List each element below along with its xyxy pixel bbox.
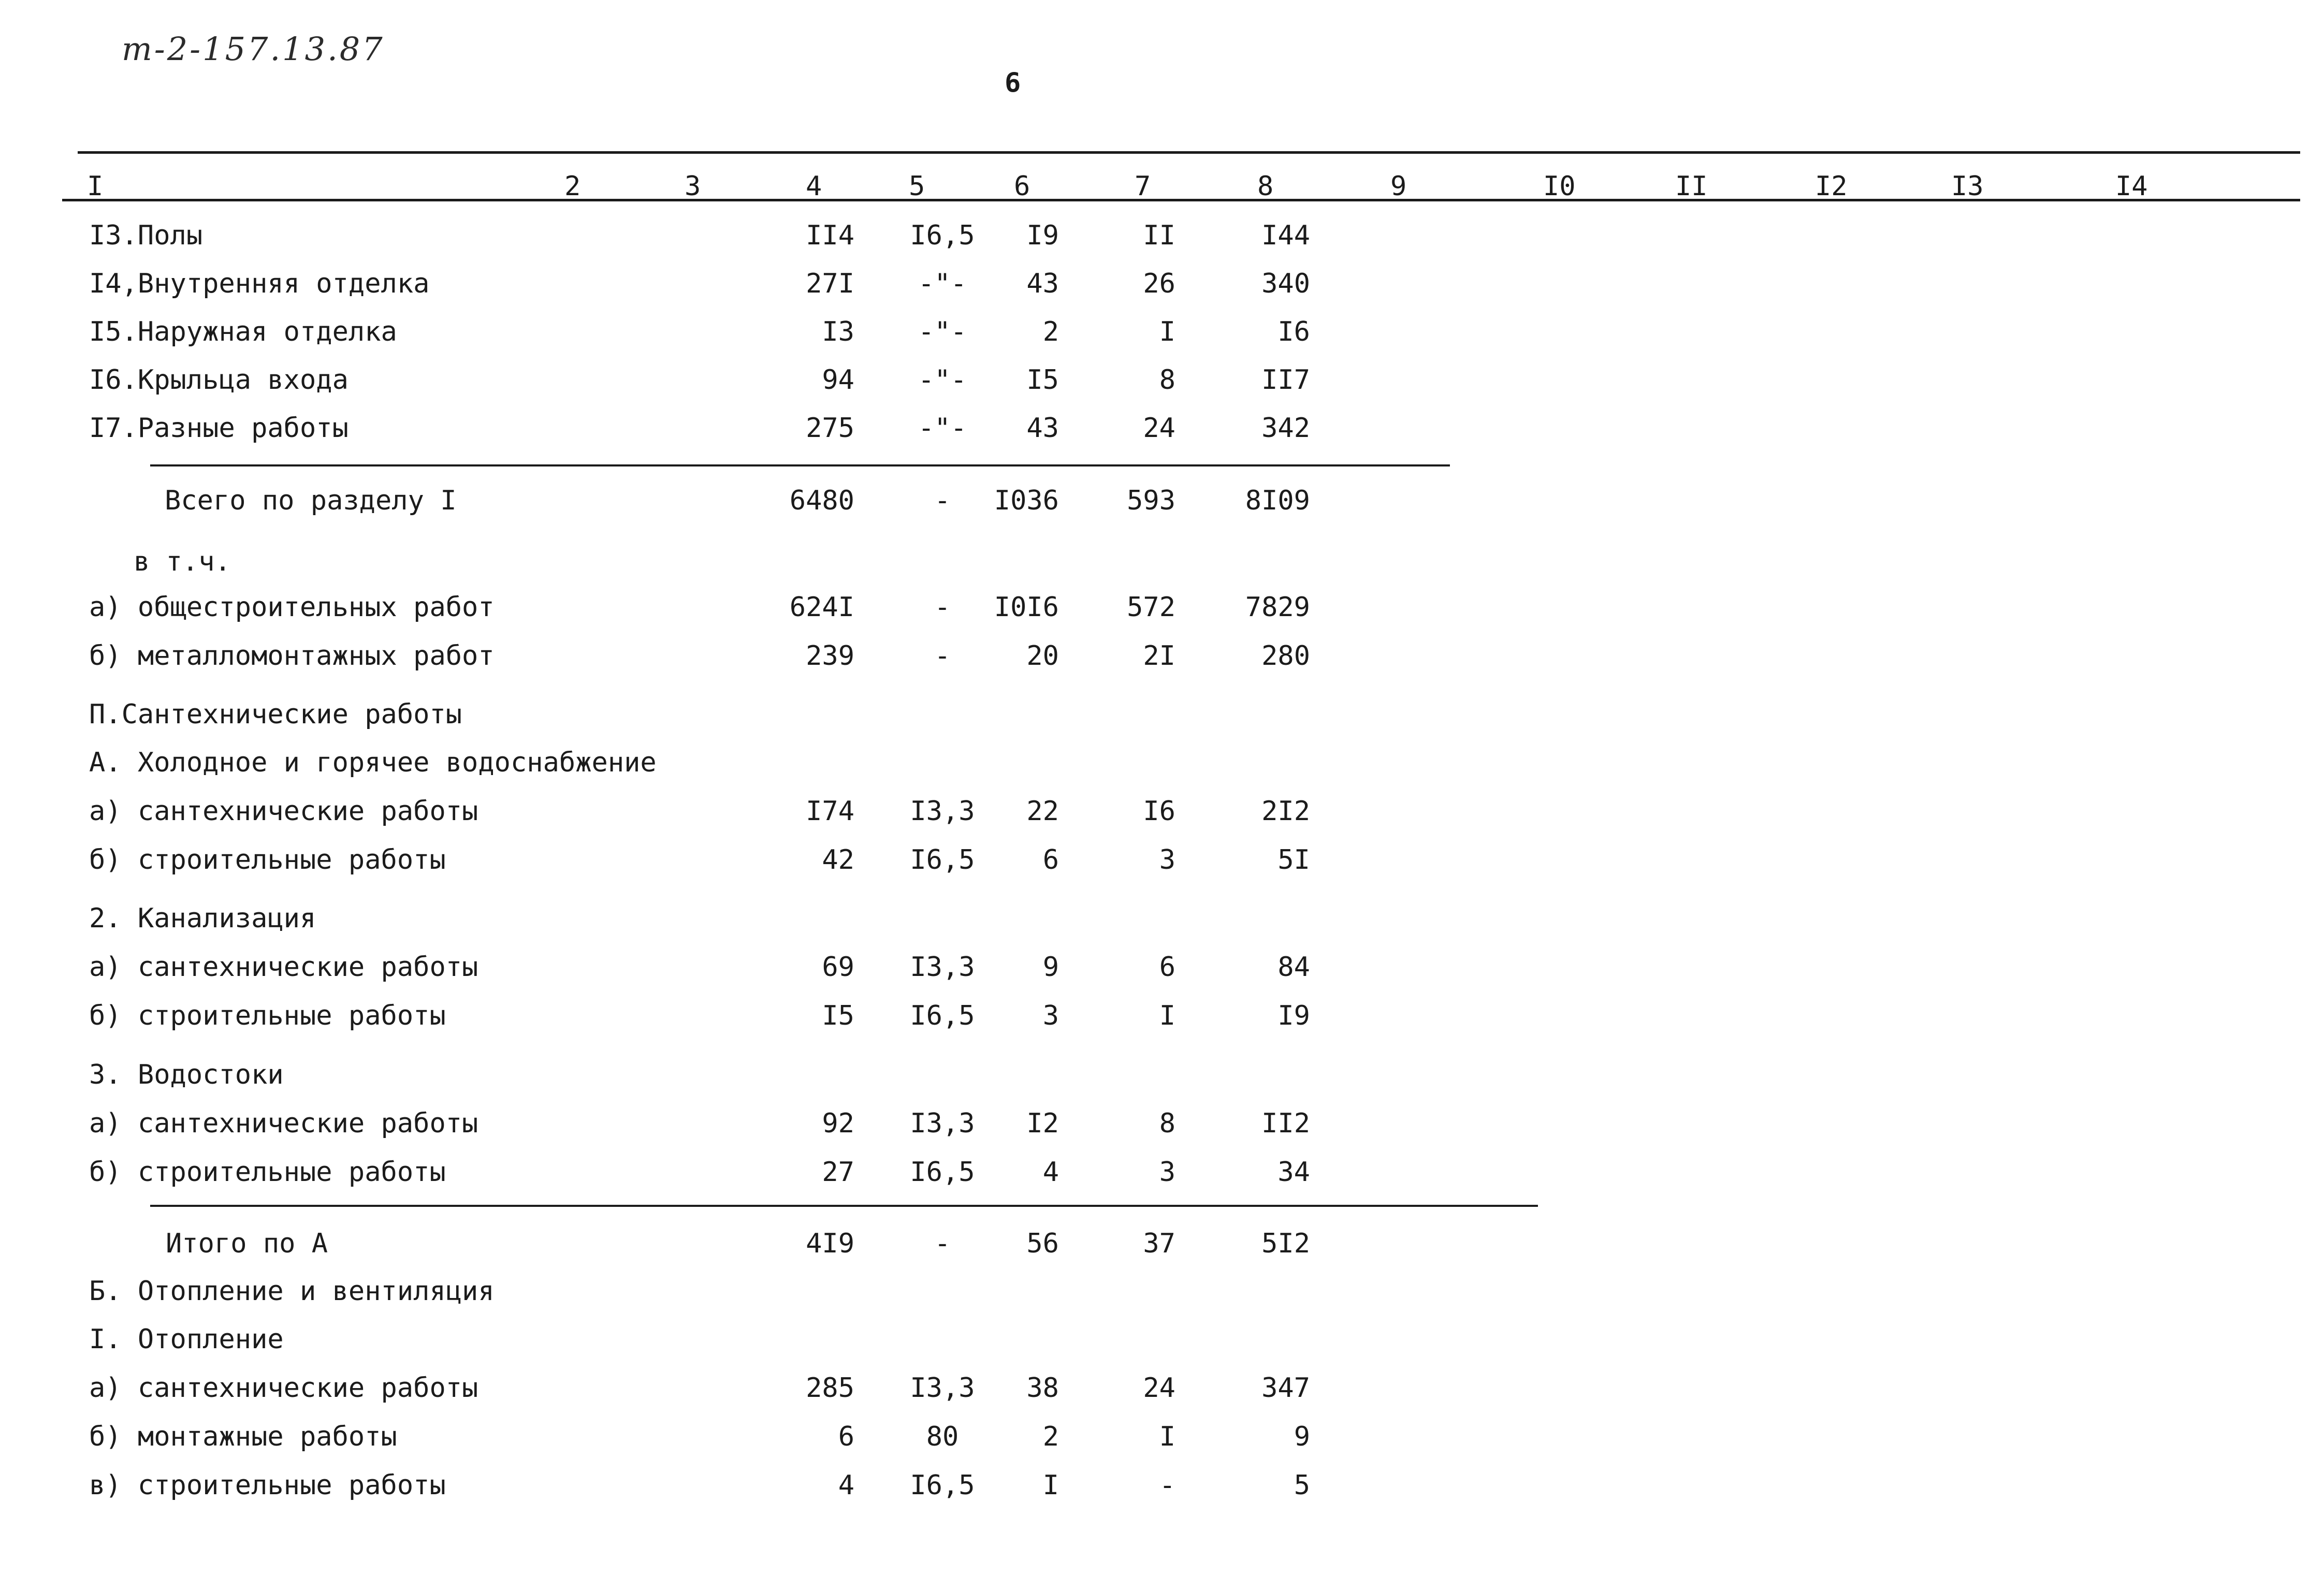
row-value-col-8: 7829 bbox=[1245, 592, 1310, 623]
row-label: а) сантехнические работы bbox=[89, 1373, 478, 1404]
col-header-6: 6 bbox=[1014, 171, 1030, 202]
row-value-col-7: - bbox=[1159, 1470, 1175, 1501]
row-value-col-8: II2 bbox=[1261, 1108, 1310, 1139]
row-value-col-4: 6480 bbox=[789, 485, 854, 516]
row-value-col-8: 342 bbox=[1261, 413, 1310, 444]
row-value-col-6: 9 bbox=[1042, 952, 1059, 983]
row-value-col-6: I2 bbox=[1026, 1108, 1059, 1139]
row-value-col-4: 275 bbox=[806, 413, 854, 444]
row-value-col-5: - bbox=[934, 640, 951, 672]
row-value-col-7: 24 bbox=[1143, 413, 1175, 444]
row-label: I5.Наружная отделка bbox=[89, 316, 397, 347]
col-header-8: 8 bbox=[1257, 171, 1274, 202]
row-value-col-6: I5 bbox=[1026, 364, 1059, 396]
col-header-11: II bbox=[1675, 171, 1708, 202]
row-value-col-7: 3 bbox=[1159, 1157, 1175, 1188]
row-value-col-6: I036 bbox=[994, 485, 1059, 516]
subtotal-rule bbox=[150, 1205, 1538, 1207]
col-header-4: 4 bbox=[806, 171, 822, 202]
row-value-col-6: I bbox=[1042, 1470, 1059, 1501]
row-value-col-8: 84 bbox=[1277, 952, 1310, 983]
row-value-col-4: 27I bbox=[806, 268, 854, 299]
row-value-col-5: I3,3 bbox=[910, 796, 975, 827]
row-value-col-5: I6,5 bbox=[910, 1157, 975, 1188]
col-header-2: 2 bbox=[564, 171, 581, 202]
row-label: I. Отопление bbox=[89, 1324, 284, 1355]
row-value-col-8: 34 bbox=[1277, 1157, 1310, 1188]
row-value-col-6: 43 bbox=[1026, 268, 1059, 299]
row-value-col-6: 56 bbox=[1026, 1228, 1059, 1259]
row-value-col-5: - bbox=[934, 485, 951, 516]
row-value-col-4: 4 bbox=[838, 1470, 854, 1501]
row-label: 3. Водостоки bbox=[89, 1059, 284, 1090]
row-value-col-8: 347 bbox=[1261, 1373, 1310, 1404]
row-label: б) строительные работы bbox=[89, 1157, 446, 1188]
col-header-7: 7 bbox=[1135, 171, 1151, 202]
row-value-col-7: 2I bbox=[1143, 640, 1175, 672]
row-value-col-6: 2 bbox=[1042, 1421, 1059, 1452]
row-value-col-8: 5 bbox=[1294, 1470, 1310, 1501]
row-value-col-7: I bbox=[1159, 1421, 1175, 1452]
row-value-col-6: 6 bbox=[1042, 844, 1059, 876]
row-value-col-5: I6,5 bbox=[910, 220, 975, 251]
row-value-col-7: 26 bbox=[1143, 268, 1175, 299]
row-value-col-8: 8I09 bbox=[1245, 485, 1310, 516]
row-label: I4,Внутренняя отделка bbox=[89, 268, 430, 299]
row-value-col-7: 8 bbox=[1159, 1108, 1175, 1139]
row-value-col-8: 280 bbox=[1261, 640, 1310, 672]
row-label: А. Холодное и горячее водоснабжение bbox=[89, 747, 657, 778]
row-value-col-4: 92 bbox=[822, 1108, 854, 1139]
row-label: б) строительные работы bbox=[89, 844, 446, 876]
row-value-col-7: I bbox=[1159, 316, 1175, 347]
row-value-col-7: 593 bbox=[1127, 485, 1175, 516]
row-value-col-4: I3 bbox=[822, 316, 854, 347]
row-value-col-4: 42 bbox=[822, 844, 854, 876]
row-value-col-8: 9 bbox=[1294, 1421, 1310, 1452]
row-value-col-4: 4I9 bbox=[806, 1228, 854, 1259]
row-value-col-8: 5I bbox=[1277, 844, 1310, 876]
row-label: в т.ч. bbox=[134, 546, 231, 577]
row-label: Б. Отопление и вентиляция bbox=[89, 1276, 495, 1307]
row-value-col-5: 80 bbox=[926, 1421, 959, 1452]
row-value-col-8: 340 bbox=[1261, 268, 1310, 299]
page-number: 6 bbox=[1005, 67, 1021, 98]
row-value-col-5: I6,5 bbox=[910, 844, 975, 876]
row-value-col-7: 24 bbox=[1143, 1373, 1175, 1404]
row-value-col-4: 285 bbox=[806, 1373, 854, 1404]
row-value-col-5: -"- bbox=[918, 316, 967, 347]
row-value-col-4: 624I bbox=[789, 592, 854, 623]
row-value-col-5: I6,5 bbox=[910, 1000, 975, 1031]
row-value-col-4: I74 bbox=[806, 796, 854, 827]
section-total-rule bbox=[150, 464, 1450, 466]
row-value-col-7: II bbox=[1143, 220, 1175, 251]
row-value-col-4: 94 bbox=[822, 364, 854, 396]
col-header-9: 9 bbox=[1390, 171, 1407, 202]
row-label: а) сантехнические работы bbox=[89, 1108, 478, 1139]
row-value-col-7: 3 bbox=[1159, 844, 1175, 876]
row-label: б) металломонтажных работ bbox=[89, 640, 495, 672]
row-value-col-6: 2 bbox=[1042, 316, 1059, 347]
row-value-col-6: 38 bbox=[1026, 1373, 1059, 1404]
row-value-col-7: I bbox=[1159, 1000, 1175, 1031]
row-value-col-6: 4 bbox=[1042, 1157, 1059, 1188]
row-label: I3.Полы bbox=[89, 220, 203, 251]
row-value-col-7: 6 bbox=[1159, 952, 1175, 983]
row-value-col-6: 20 bbox=[1026, 640, 1059, 672]
row-value-col-5: I3,3 bbox=[910, 1373, 975, 1404]
col-header-13: I3 bbox=[1951, 171, 1984, 202]
row-label: б) монтажные работы bbox=[89, 1421, 397, 1452]
row-label: I7.Разные работы bbox=[89, 413, 348, 444]
row-value-col-5: -"- bbox=[918, 364, 967, 396]
row-value-col-4: 69 bbox=[822, 952, 854, 983]
row-value-col-5: - bbox=[934, 592, 951, 623]
col-header-1: I bbox=[87, 171, 104, 202]
row-value-col-5: -"- bbox=[918, 413, 967, 444]
row-value-col-4: II4 bbox=[806, 220, 854, 251]
row-value-col-7: 572 bbox=[1127, 592, 1175, 623]
col-header-10: I0 bbox=[1543, 171, 1576, 202]
row-value-col-8: I6 bbox=[1277, 316, 1310, 347]
row-value-col-4: 239 bbox=[806, 640, 854, 672]
col-header-3: 3 bbox=[685, 171, 701, 202]
row-value-col-6: 22 bbox=[1026, 796, 1059, 827]
row-label: а) сантехнические работы bbox=[89, 796, 478, 827]
row-value-col-4: I5 bbox=[822, 1000, 854, 1031]
row-value-col-6: 3 bbox=[1042, 1000, 1059, 1031]
row-value-col-4: 6 bbox=[838, 1421, 854, 1452]
row-value-col-8: I9 bbox=[1277, 1000, 1310, 1031]
row-value-col-5: -"- bbox=[918, 268, 967, 299]
col-header-5: 5 bbox=[909, 171, 925, 202]
row-value-col-8: II7 bbox=[1261, 364, 1310, 396]
row-value-col-4: 27 bbox=[822, 1157, 854, 1188]
row-label: Всего по разделу I bbox=[165, 485, 457, 516]
handwritten-reference-note: т-2-157.13.87 bbox=[122, 30, 385, 68]
row-value-col-7: 37 bbox=[1143, 1228, 1175, 1259]
row-label: а) общестроительных работ bbox=[89, 592, 495, 623]
row-value-col-6: I9 bbox=[1026, 220, 1059, 251]
row-label: а) сантехнические работы bbox=[89, 952, 478, 983]
col-header-14: I4 bbox=[2115, 171, 2148, 202]
row-value-col-6: 43 bbox=[1026, 413, 1059, 444]
col-header-12: I2 bbox=[1815, 171, 1848, 202]
row-value-col-6: I0I6 bbox=[994, 592, 1059, 623]
row-label: Итого по А bbox=[166, 1228, 328, 1259]
row-value-col-8: I44 bbox=[1261, 220, 1310, 251]
row-label: в) строительные работы bbox=[89, 1470, 446, 1501]
row-value-col-5: I6,5 bbox=[910, 1470, 975, 1501]
row-value-col-7: 8 bbox=[1159, 364, 1175, 396]
row-value-col-8: 5I2 bbox=[1261, 1228, 1310, 1259]
row-value-col-8: 2I2 bbox=[1261, 796, 1310, 827]
row-value-col-7: I6 bbox=[1143, 796, 1175, 827]
row-value-col-5: I3,3 bbox=[910, 952, 975, 983]
row-label: б) строительные работы bbox=[89, 1000, 446, 1031]
row-label: I6.Крыльца входа bbox=[89, 364, 348, 396]
table-top-rule bbox=[78, 151, 2300, 154]
row-label: П.Сантехнические работы bbox=[89, 699, 462, 730]
row-label: 2. Канализация bbox=[89, 903, 316, 934]
row-value-col-5: - bbox=[934, 1228, 951, 1259]
row-value-col-5: I3,3 bbox=[910, 1108, 975, 1139]
